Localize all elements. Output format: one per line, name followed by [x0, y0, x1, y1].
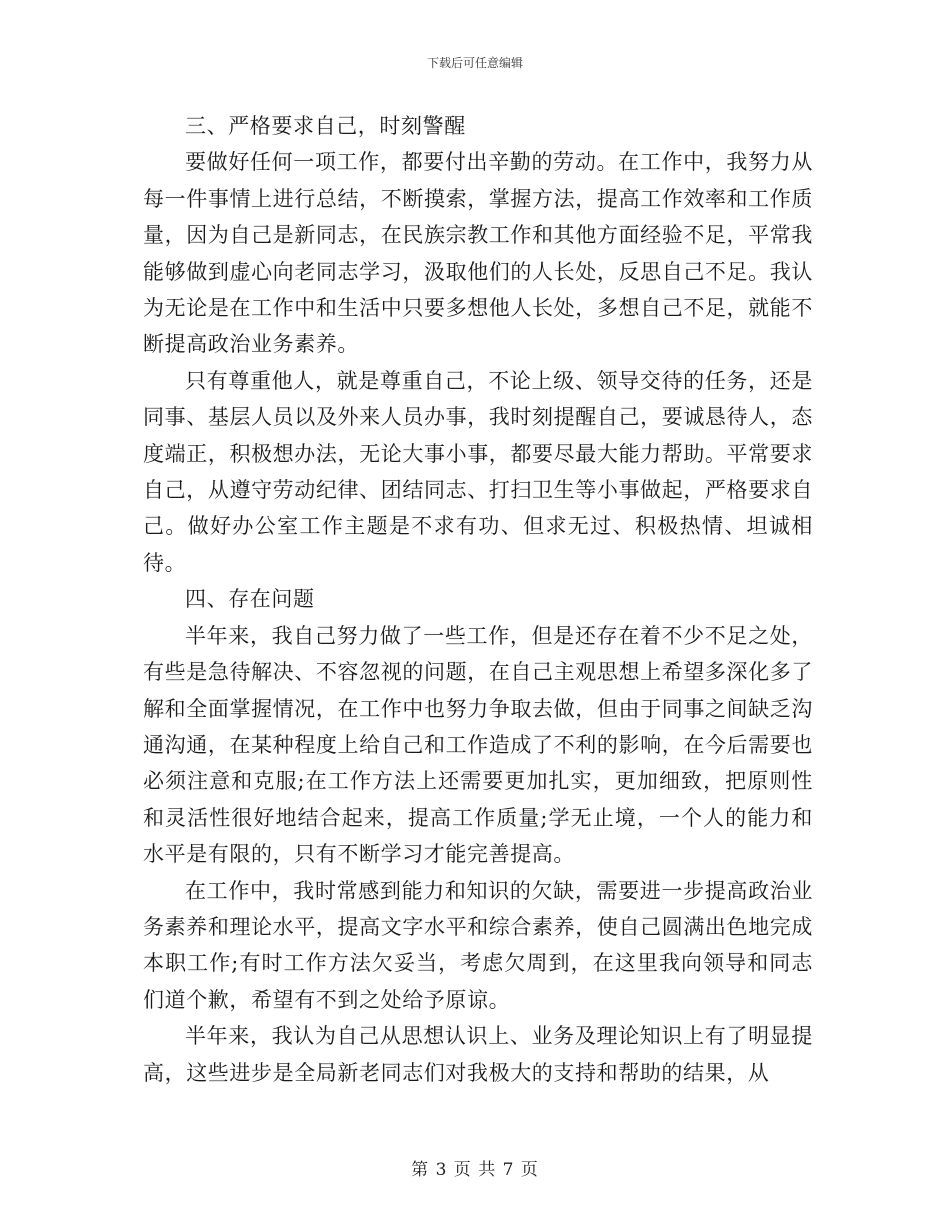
- body-paragraph: 在工作中，我时常感到能力和知识的欠缺，需要进一步提高政治业务素养和理论水平，提高文字水平和综合素养，使自己圆满出色地完成本职工作;有时工作方法欠妥当，考虑欠周到，在这里我向领导和同志们道个歉，希望有不到之处给予原谅。: [143, 878, 813, 1012]
- section-heading: 三、严格要求自己，时刻警醒: [185, 114, 466, 138]
- body-paragraph: 半年来，我自己努力做了一些工作，但是还存在着不少不足之处，有些是急待解决、不容忽视的问题，在自己主观思想上希望多深化多了解和全面掌握情况，在工作中也努力争取去做，但由于同事之间缺乏沟通沟通，在某种程度上给自己和工作造成了不利的影响，在今后需要也必须注意和克服;在工作方法上还需要更加扎实，更加细致，把原则性和灵活性很好地结合起来，提高工作质量;学无止境，一个人的能力和水平是有限的，只有不断学习才能完善提高。: [143, 623, 813, 867]
- document-body: [143, 108, 813, 1091]
- body-paragraph: 半年来，我认为自己从思想认识上、业务及理论知识上有了明显提高，这些进步是全局新老同志们对我极大的支持和帮助的结果，从: [143, 1024, 813, 1085]
- body-paragraph: 要做好任何一项工作，都要付出辛勤的劳动。在工作中，我努力从每一件事情上进行总结，不断摸索，掌握方法，提高工作效率和工作质量，因为自己是新同志，在民族宗教工作和其他方面经验不足，平常我能够做到虚心向老同志学习，汲取他们的人长处，反思自己不足。我认为无论是在工作中和生活中只要多想他人长处，多想自己不足，就能不断提高政治业务素养。: [143, 150, 813, 357]
- page-footer: 第 3 页 共 7 页: [411, 1160, 539, 1180]
- section-heading: 四、存在问题: [185, 587, 315, 612]
- body-paragraph: 只有尊重他人，就是尊重自己，不论上级、领导交待的任务，还是同事、基层人员以及外来人员办事，我时刻提醒自己，要诚恳待人，态度端正，积极想办法，无论大事小事，都要尽最大能力帮助。平常要求自己，从遵守劳动纪律、团结同志、打扫卫生等小事做起，严格要求自己。做好办公室工作主题是不求有功、但求无过、积极热情、坦诚相待。: [143, 368, 813, 575]
- page-header: 下载后可任意编辑: [426, 56, 523, 70]
